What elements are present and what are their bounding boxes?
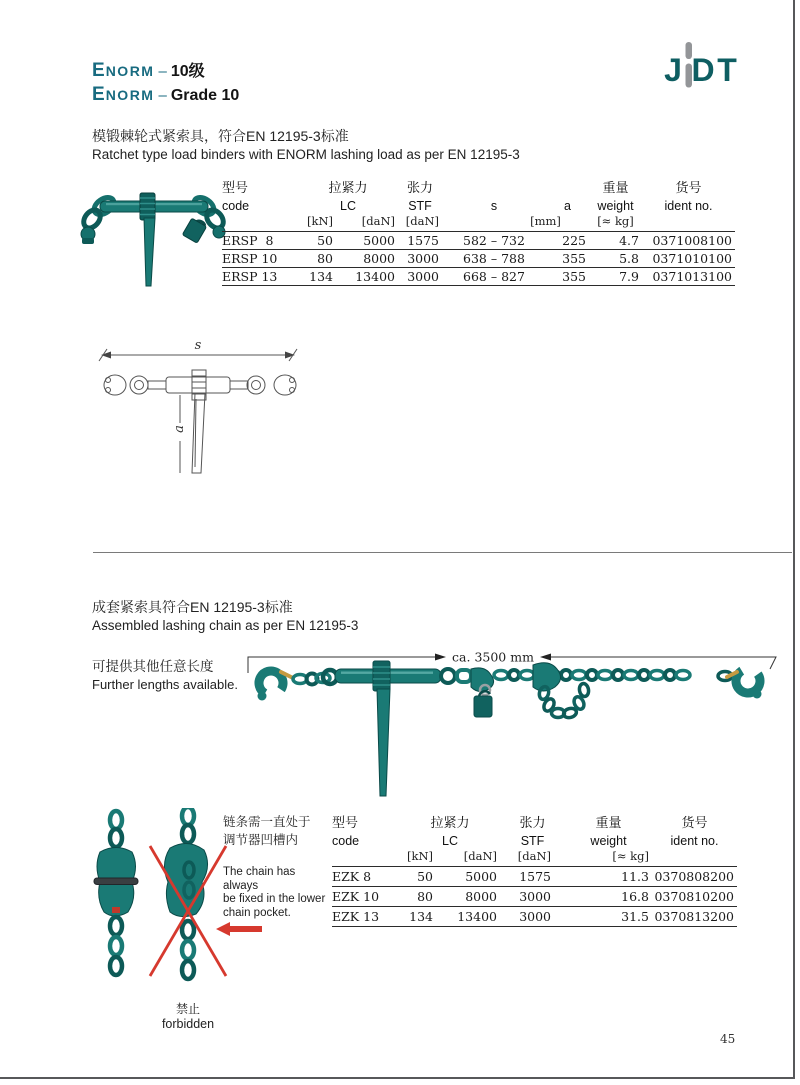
cell-weight: 31.5: [621, 909, 649, 924]
table1-header-en: [222, 196, 735, 213]
cell-lc-kn: 50: [317, 233, 333, 248]
binder-padlock: [182, 217, 207, 244]
table1-header-zh: [222, 176, 735, 196]
table-row: [222, 232, 735, 250]
cell-code: EZK 8: [332, 869, 372, 884]
cell-s: 638 – 788: [463, 251, 525, 266]
left-hook: [255, 667, 293, 701]
cell-stf: 3000: [407, 269, 439, 284]
binder-spec-table: [222, 176, 735, 286]
cell-ident: 0371008100: [652, 233, 732, 248]
grade-label-zh: 10级: [170, 63, 205, 80]
binder-ratchet-gear: [140, 193, 155, 220]
ratchet-handle: [377, 689, 390, 796]
cell-ident: 0370808200: [654, 869, 734, 884]
cell-a: 355: [562, 251, 586, 266]
assembled-chain-photo: [243, 643, 788, 808]
dim-a-label: a: [172, 425, 187, 433]
unit-mm: [mm]: [530, 214, 561, 228]
cell-lc-kn: 50: [417, 869, 433, 884]
cell-weight: 16.8: [621, 889, 649, 904]
unit-dan: [daN]: [361, 214, 395, 228]
logo-letter-d: D: [691, 52, 715, 88]
cell-weight: 5.8: [619, 251, 639, 266]
unit-weight: [≈ kg]: [612, 849, 649, 863]
cell-code: EZK 10: [332, 889, 380, 904]
table2-header-en: [332, 831, 737, 848]
col-ident-zh: 货号: [681, 815, 708, 830]
cell-code: ERSP 10: [222, 251, 278, 266]
load-binder-photo: [80, 166, 228, 292]
adjuster-pin: [94, 878, 138, 885]
table-row: [332, 867, 737, 887]
unit-kn: [kN]: [306, 214, 333, 228]
table-row: [222, 268, 735, 286]
cell-lc-dan: 8000: [363, 251, 395, 266]
logo-letter-j: J: [664, 52, 682, 88]
col-code-zh: 型号: [222, 180, 249, 195]
logo-letter-t: T: [717, 52, 737, 88]
cell-lc-kn: 80: [417, 889, 433, 904]
col-stf-zh: 张力: [519, 815, 546, 830]
page-edge-bottom: [0, 1077, 795, 1079]
left-chain-links: [293, 670, 337, 685]
correct-adjuster-photo: [94, 811, 138, 975]
cell-lc-dan: 8000: [465, 889, 497, 904]
cell-lc-dan: 5000: [465, 869, 497, 884]
cell-lc-dan: 5000: [363, 233, 395, 248]
cell-code: ERSP 8: [222, 233, 274, 248]
lashing-chain-spec-table: [332, 808, 737, 927]
brand-dash: –: [158, 87, 167, 104]
cell-weight: 11.3: [621, 869, 649, 884]
cell-lc-dan: 13400: [355, 269, 395, 284]
forbidden-label-zh: 禁止: [175, 1002, 200, 1016]
cell-ident: 0371013100: [652, 269, 732, 284]
warning-text-zh: [223, 813, 311, 849]
col-s: s: [490, 199, 498, 213]
cell-a: 355: [562, 269, 586, 284]
brand-initial: E: [92, 84, 106, 105]
col-lc-zh: 拉紧力: [430, 815, 470, 830]
binder-outline: [104, 370, 296, 473]
brand-line-1: [92, 58, 239, 82]
unit-weight: [≈ kg]: [597, 214, 634, 228]
cell-stf: 3000: [407, 251, 439, 266]
section2-title-zh: 成套紧索具符合EN 12195-3标准: [92, 599, 293, 615]
right-hook: [718, 664, 765, 698]
binder-handle: [144, 218, 155, 286]
cell-stf: 1575: [407, 233, 439, 248]
cell-a: 225: [562, 233, 586, 248]
table2-units-row: [332, 848, 737, 867]
col-stf-en: STF: [520, 834, 545, 848]
unit-stf-dan: [daN]: [405, 214, 439, 228]
table-row: [332, 887, 737, 907]
warning-text-en: [223, 866, 333, 920]
dimension-a: [172, 395, 187, 473]
warning-en-line3: chain pocket.: [223, 906, 291, 919]
red-marker: [112, 907, 120, 913]
cell-ident: 0370810200: [654, 889, 734, 904]
col-stf-en: STF: [408, 199, 432, 213]
brand-initial: E: [92, 60, 106, 81]
warning-zh-line1: 链条需一直处于: [223, 815, 311, 829]
col-ident-zh: 货号: [675, 180, 702, 195]
intro-title-en: Ratchet type load binders with ENORM lashing load as per EN 12195-3: [92, 147, 520, 162]
cell-lc-kn: 134: [309, 269, 333, 284]
col-code-en: code: [222, 199, 250, 213]
unit-stf-dan: [daN]: [517, 849, 551, 863]
col-weight-zh: 重量: [602, 180, 629, 195]
table-row: [222, 250, 735, 268]
page-number: 45: [720, 1032, 736, 1046]
cell-stf: 3000: [519, 889, 551, 904]
page-header: [92, 58, 239, 106]
cell-ident: 0371010100: [652, 251, 732, 266]
cell-stf: 1575: [519, 869, 551, 884]
col-code-zh: 型号: [332, 815, 359, 830]
ratchet-binder: [335, 661, 441, 796]
unit-dan: [daN]: [463, 849, 497, 863]
col-weight-zh: 重量: [595, 815, 622, 830]
cell-lc-kn: 80: [317, 251, 333, 266]
warning-zh-line2: 调节器凹槽内: [223, 833, 299, 847]
red-arrow-icon: [216, 922, 262, 936]
further-lengths-en: Further lengths available.: [92, 677, 238, 692]
cell-s: 668 – 827: [463, 269, 525, 284]
dim-3500-label: ca. 3500 mm: [452, 649, 534, 665]
cell-lc-dan: 13400: [457, 909, 497, 924]
brand-dash: –: [158, 63, 167, 80]
forbidden-label-en: forbidden: [161, 1017, 215, 1031]
jdt-logo: [658, 40, 740, 94]
cell-weight: 7.9: [619, 269, 639, 284]
unit-kn: [kN]: [406, 849, 433, 863]
col-lc-en: LC: [442, 834, 458, 848]
cell-code: ERSP 13: [222, 269, 278, 284]
cell-stf: 3000: [519, 909, 551, 924]
intro-title-zh: 模锻棘轮式紧索具，符合EN 12195-3标准: [92, 128, 349, 144]
cell-code: EZK 13: [332, 909, 380, 924]
warning-en-line1: The chain has always: [223, 866, 296, 892]
wrong-adjuster-photo: [164, 808, 207, 979]
brand-rest: NORM: [105, 87, 155, 103]
forbidden-caption: [143, 1000, 233, 1031]
brand-rest: NORM: [105, 63, 155, 79]
col-ident-en: ident no.: [664, 199, 713, 213]
table-row: [332, 907, 737, 927]
col-stf-zh: 张力: [406, 180, 433, 195]
brand-line-2: [92, 84, 239, 106]
right-chain-links: [494, 670, 690, 680]
cell-weight: 4.7: [619, 233, 639, 248]
col-weight-en: weight: [590, 834, 627, 848]
grade-label-en: Grade 10: [170, 87, 240, 104]
dimension-drawing: [95, 333, 310, 483]
section2-title-en: Assembled lashing chain as per EN 12195-3: [92, 618, 359, 633]
table1-units-row: [222, 213, 735, 232]
col-ident-en: ident no.: [670, 834, 719, 848]
warning-en-line2: be fixed in the lower: [223, 893, 326, 905]
col-lc-zh: 拉紧力: [328, 180, 368, 195]
further-lengths-zh: 可提供其他任意长度: [92, 659, 214, 674]
cell-s: 582 – 732: [463, 233, 525, 248]
dim-s-label: s: [194, 338, 202, 353]
page-edge-right: [793, 0, 795, 1079]
table2-header-zh: [332, 808, 737, 831]
cell-lc-kn: 134: [409, 909, 433, 924]
cell-ident: 0370813200: [654, 909, 734, 924]
col-code-en: code: [332, 834, 360, 848]
section-divider: [93, 552, 792, 553]
col-a: a: [564, 199, 571, 213]
col-weight-en: weight: [597, 199, 634, 213]
col-lc-en: LC: [340, 199, 356, 213]
